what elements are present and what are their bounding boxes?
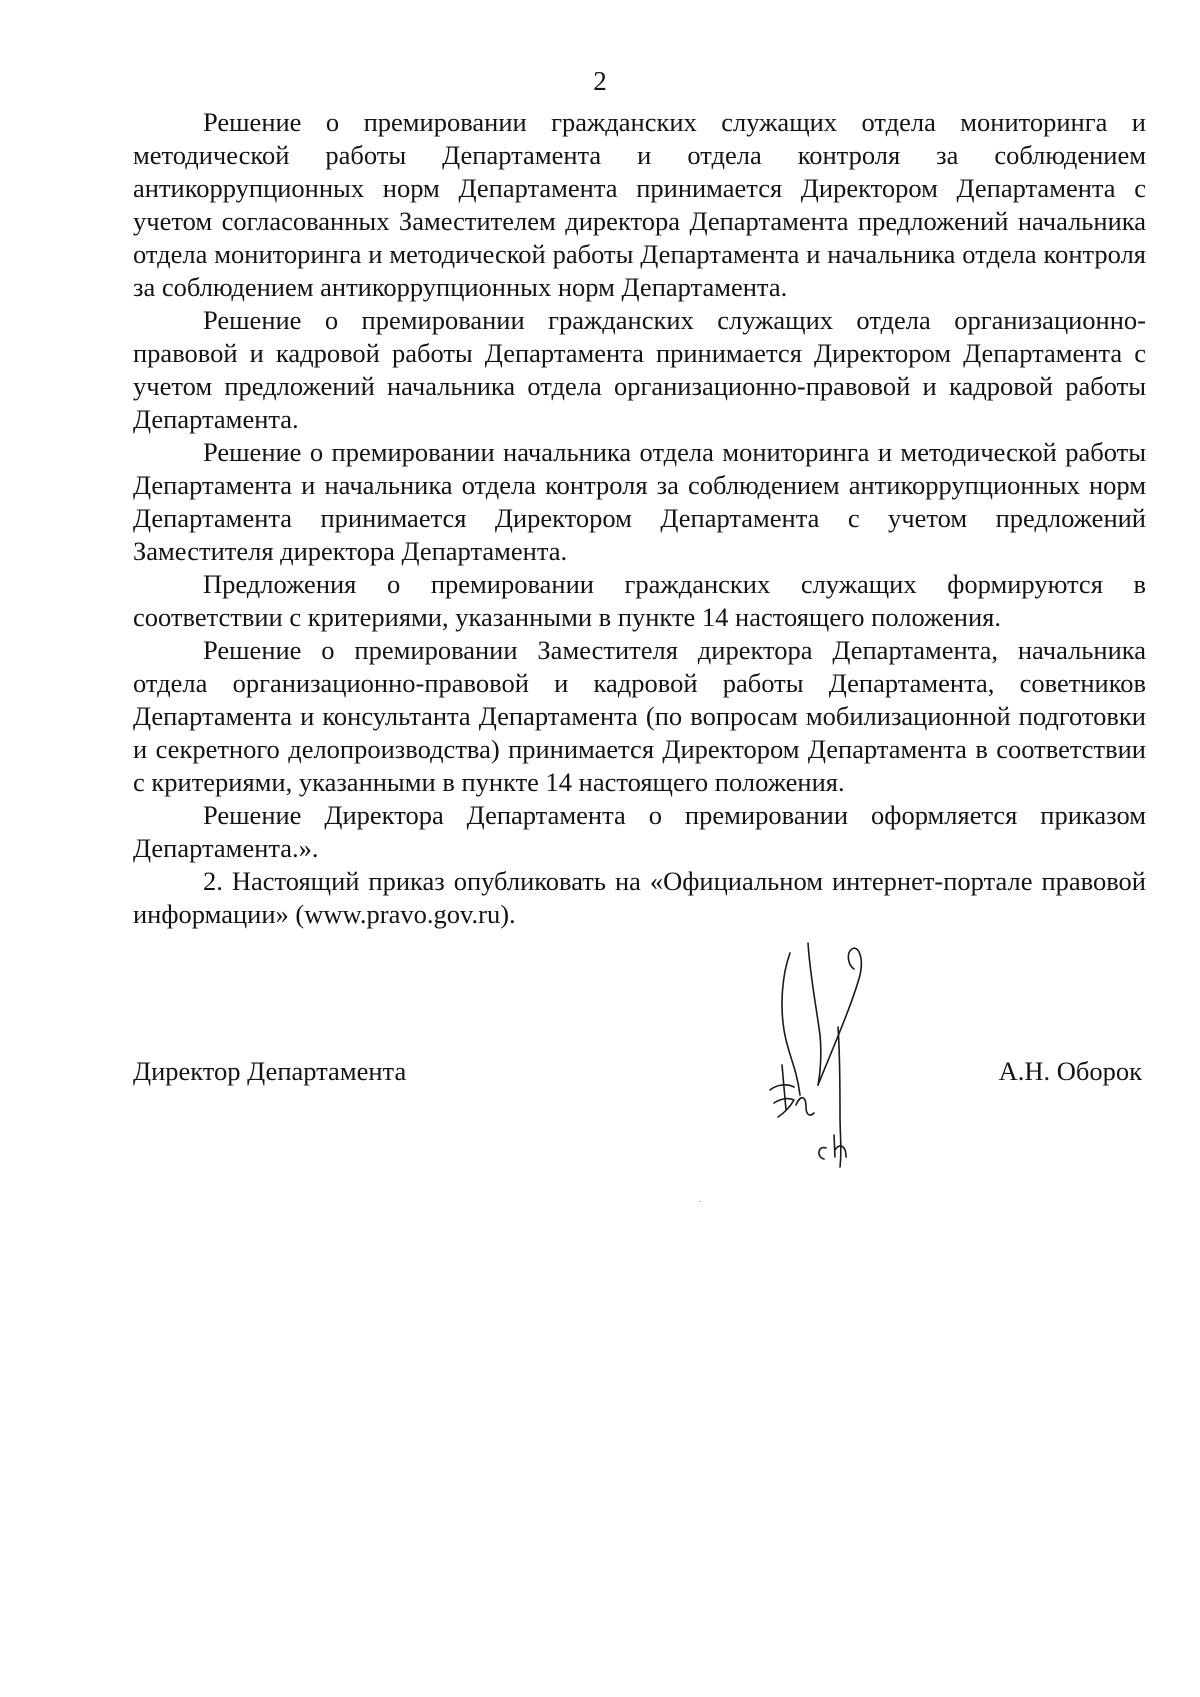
document-body [133,106,1146,931]
signer-position: Директор Департамента [133,1056,407,1086]
scan-speck [699,1201,701,1202]
paragraph-bonus-proposals: Предложения о премировании гражданских служащих формируются в соответствии с критериями, указанными в пункте 14 настоящего положения. [133,569,1146,632]
page-number: 2 [593,66,607,96]
paragraph-bonus-legal-personnel: Решение о премировании гражданских служащих отдела организационно-правовой и кадровой работы Департамента принимается Директором Департамента с учетом предложений начальника отдела организационно-правовой и кадровой работы Департамента. [133,305,1146,434]
paragraph-bonus-deputy-and-advisers: Решение о премировании Заместителя директора Департамента, начальника отдела организационно-правовой и кадровой работы Департамента, советников Департамента и консультанта Департамента (по вопросам мобилизационной подготовки и секретного делопроизводства) принимается Директором Департамента в соответствии с критериями, указанными в пункте 14 настоящего положения. [133,635,1146,797]
handwritten-signature [760,935,900,1205]
paragraph-bonus-order-form: Решение Директора Департамента о премировании оформляется приказом Департамента.». [133,800,1146,863]
signature-drawing [760,935,900,1205]
signer-name: А.Н. Оборок [998,1056,1142,1086]
paragraph-publication-clause: 2. Настоящий приказ опубликовать на «Официальном интернет-портале правовой информации» (www.pravo.gov.ru). [133,866,1146,929]
paragraph-bonus-heads-of-divisions: Решение о премировании начальника отдела мониторинга и методической работы Департамента и начальника отдела контроля за соблюдением антикоррупционных норм Департамента принимается Директором Департамента с учетом предложений Заместителя директора Департамента. [133,437,1146,566]
paragraph-bonus-monitoring-control: Решение о премировании гражданских служащих отдела мониторинга и методической работы Департамента и отдела контроля за соблюдением антикоррупционных норм Департамента принимается Директором Департамента с учетом согласованных Заместителем директора Департамента предложений начальника отдела мониторинга и методической работы Департамента и начальника отдела контроля за соблюдением антикоррупционных норм Департамента. [133,107,1146,302]
